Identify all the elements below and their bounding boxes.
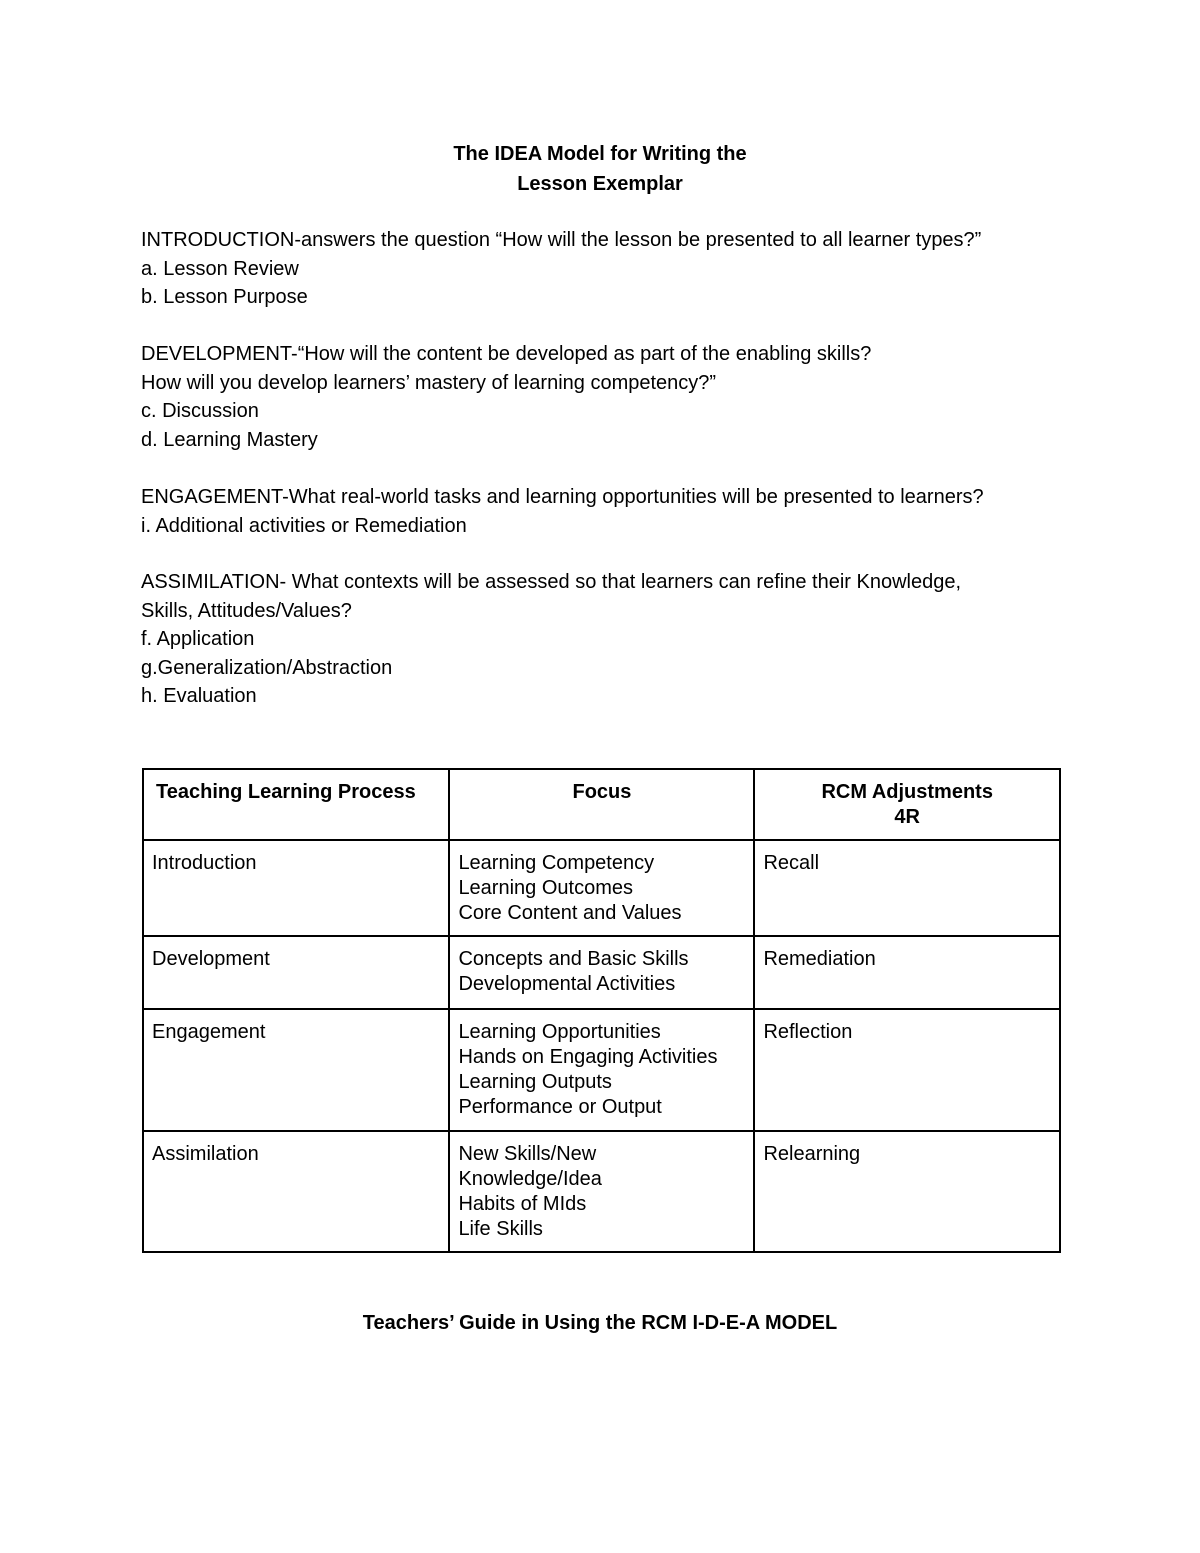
focus-item: Learning Opportunities	[458, 1021, 661, 1043]
list-item: d. Learning Mastery	[141, 428, 318, 451]
header-focus: Focus	[449, 769, 754, 840]
focus-item: Hands on Engaging Activities	[458, 1046, 718, 1068]
document-title-line-2: Lesson Exemplar	[517, 173, 683, 195]
focus-item: Learning Outcomes	[458, 877, 633, 899]
list-item: c. Discussion	[141, 400, 259, 422]
focus-item: Habits of MIds	[458, 1193, 587, 1215]
list-item: g.Generalization/Abstraction	[141, 656, 393, 679]
cell-process: Engagement	[143, 1009, 449, 1131]
list-item: i. Additional activities or Remediation	[141, 514, 467, 537]
section-heading: ASSIMILATION- What contexts will be assessed so that learners can refine their Knowledge,	[141, 571, 961, 593]
header-rcm-line-1: RCM Adjustments	[821, 781, 993, 803]
table-header-row	[143, 769, 1060, 840]
cell-process: Introduction	[143, 840, 449, 936]
focus-item: Core Content and Values	[458, 902, 682, 924]
cell-rcm: Recall	[754, 840, 1060, 936]
cell-focus	[449, 840, 754, 936]
document-title-line-1: The IDEA Model for Writing the	[453, 143, 747, 165]
list-item: b. Lesson Purpose	[141, 286, 308, 308]
header-rcm-adjustments	[754, 769, 1060, 840]
section-engagement	[141, 483, 1081, 540]
focus-item: Learning Outputs	[458, 1071, 612, 1093]
focus-item: Knowledge/Idea	[458, 1168, 602, 1190]
table-row	[143, 1009, 1060, 1131]
header-process: Teaching Learning Process	[143, 769, 449, 840]
list-item: h. Evaluation	[141, 685, 257, 707]
focus-item: Learning Competency	[458, 852, 655, 874]
cell-rcm: Relearning	[754, 1131, 1060, 1252]
table-row	[143, 840, 1060, 936]
cell-focus	[449, 1009, 754, 1131]
section-assimilation	[141, 568, 1081, 711]
focus-item: Developmental Activities	[458, 973, 676, 995]
header-rcm-line-2: 4R	[894, 806, 920, 828]
list-item: f. Application	[141, 628, 255, 650]
section-heading: INTRODUCTION-answers the question “How will the lesson be presented to all learner types?”	[141, 229, 982, 251]
table-row	[143, 1131, 1060, 1252]
table-row	[143, 936, 1060, 1009]
section-heading: DEVELOPMENT-“How will the content be developed as part of the enabling skills?	[141, 343, 872, 365]
section-heading-continued: Skills, Attitudes/Values?	[141, 599, 352, 622]
section-heading: ENGAGEMENT-What real-world tasks and learning opportunities will be presented to learners?	[141, 486, 984, 508]
section-introduction	[141, 226, 1081, 312]
section-heading-continued: How will you develop learners’ mastery of learning competency?”	[141, 371, 717, 394]
cell-process: Assimilation	[143, 1131, 449, 1252]
focus-item: Performance or Output	[458, 1096, 662, 1118]
list-item: a. Lesson Review	[141, 257, 299, 280]
cell-process: Development	[143, 936, 449, 1009]
cell-focus	[449, 1131, 754, 1252]
focus-item: New Skills/New	[458, 1143, 597, 1165]
cell-rcm: Remediation	[754, 936, 1060, 1009]
cell-rcm: Reflection	[754, 1009, 1060, 1131]
idea-model-table	[142, 768, 1061, 1253]
focus-item: Concepts and Basic Skills	[458, 948, 689, 970]
focus-item: Life Skills	[458, 1218, 543, 1240]
cell-focus	[449, 936, 754, 1009]
section-development	[141, 340, 1081, 454]
teachers-guide-title: Teachers’ Guide in Using the RCM I-D-E-A MODEL	[362, 1312, 838, 1334]
